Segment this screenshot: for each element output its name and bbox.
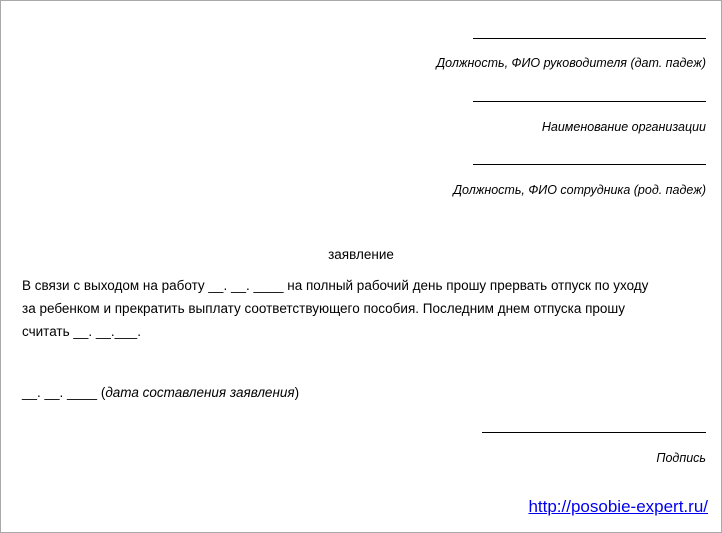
employee-line [473,164,706,165]
recipient-caption: Должность, ФИО руководителя (дат. падеж) [436,56,706,70]
date-line [22,385,299,400]
date-close: ) [294,385,300,400]
signature-caption: Подпись [656,451,706,465]
organization-caption: Наименование организации [541,120,706,134]
signature-line [482,432,706,433]
document-title: заявление [328,247,394,262]
body-line-3: считать __. __.___. [22,324,141,339]
recipient-signature-line [473,38,706,39]
date-hint: дата составления заявления [105,385,295,400]
body-line-2: за ребенком и прекратить выплату соответствующего пособия. Последним днем отпуска прошу [22,301,626,316]
organization-line [473,101,706,102]
body-line-1: В связи с выходом на работу __. __. ____ на полный рабочий день прошу прервать отпуск по уходу [22,278,649,293]
date-placeholder: __. __. ____ ( [22,385,106,400]
website-link[interactable]: http://posobie-expert.ru/ [528,497,708,516]
employee-caption: Должность, ФИО сотрудника (род. падеж) [453,183,706,197]
document-body [22,274,704,343]
